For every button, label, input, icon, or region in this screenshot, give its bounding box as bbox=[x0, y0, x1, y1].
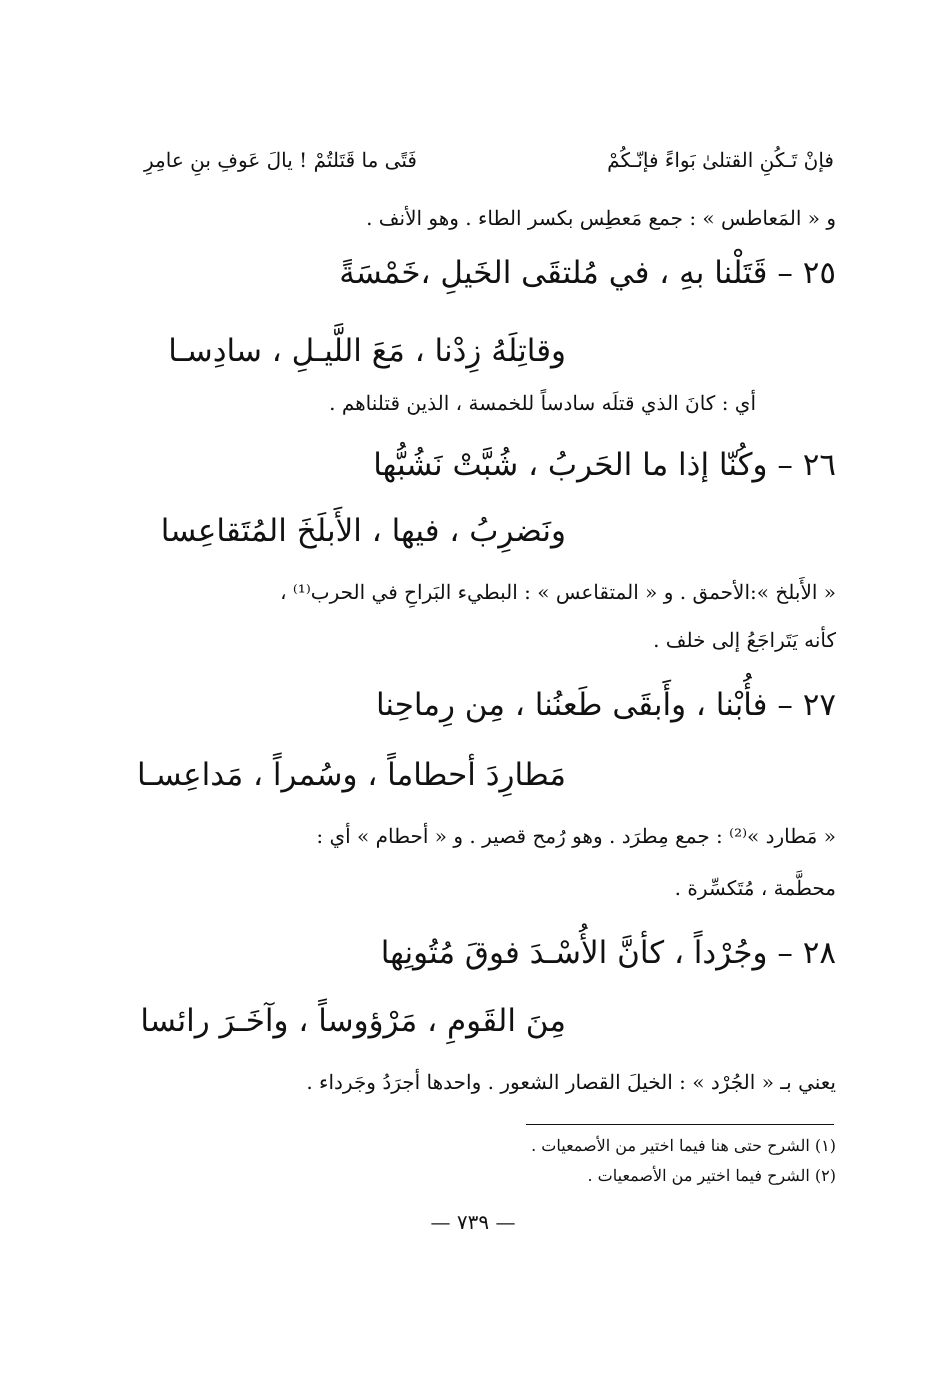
page-number: — ٧٣٩ — bbox=[430, 1210, 516, 1234]
verse-28-comment: يعني بـ « الجُرْد » : الخيلَ القصار الشعور . واحدها أجرَدُ وجَرداء . bbox=[306, 1070, 836, 1094]
verse-25-line-1: ٢٥ – قَتَلْنا بهِ ، في مُلتقَى الخَيلِ ،خَمْسَةً bbox=[339, 255, 836, 291]
footnote-1: (١) الشرح حتى هنا فيما اختير من الأصمعيات . bbox=[531, 1136, 836, 1155]
top-verse bbox=[144, 150, 834, 170]
footnote-rule bbox=[526, 1124, 834, 1125]
top-verse-hemistich-left: فَتًى ما قَتَلتُمْ ! يالَ عَوفِ بنِ عامِرِ bbox=[144, 148, 417, 172]
verse-text: قَتَلْنا بهِ ، في مُلتقَى الخَيلِ ،خَمْسَةً bbox=[339, 255, 768, 291]
verse-26-line-1: ٢٦ – وكُنّا إذا ما الحَربُ ، شُبَّتْ نَشُبُّها bbox=[373, 447, 836, 483]
verse-27-line-1: ٢٧ – فأُبْنا ، وأَبقَى طَعنُنا ، مِن رِماحِنا bbox=[375, 687, 836, 723]
footnote-2: (٢) الشرح فيما اختير من الأصمعيات . bbox=[587, 1166, 836, 1185]
verse-25-comment: أي : كانَ الذي قتلَه سادساً للخمسة ، الذين قتلناهم . bbox=[329, 391, 756, 415]
verse-text: فأُبْنا ، وأَبقَى طَعنُنا ، مِن رِماحِنا bbox=[375, 687, 768, 723]
verse-number: ٢٥ bbox=[802, 255, 836, 291]
verse-number: ٢٨ bbox=[802, 935, 836, 971]
verse-28-line-2: مِنَ القَومِ ، مَرْؤوساً ، وآخَـرَ رائسا bbox=[140, 1003, 566, 1039]
verse-27-comment-2: محطَّمة ، مُتَكسِّرة . bbox=[674, 876, 836, 900]
verse-26-comment-2: كأنه يَتَراجَعُ إلى خلف . bbox=[653, 628, 836, 652]
verse-text: وكُنّا إذا ما الحَربُ ، شُبَّتْ نَشُبُّها bbox=[373, 447, 768, 483]
verse-27-line-2: مَطارِدَ أحطاماً ، وسُمراً ، مَداعِسـا bbox=[137, 757, 566, 793]
verse-number: ٢٦ bbox=[802, 447, 836, 483]
verse-text: وجُرْداً ، كأنَّ الأُسْـدَ فوقَ مُتُونِها bbox=[380, 935, 768, 971]
verse-26-comment-1: « الأَبلخ »:الأحمق . و « المتقاعس » : البطيء البَراحِ في الحرب⁽¹⁾ ، bbox=[280, 580, 836, 604]
verse-26-line-2: ونَضرِبُ ، فيها ، الأَبلَخَ المُتَقاعِسا bbox=[160, 513, 566, 549]
verse-25-line-2: وقاتِلَهُ زِدْنا ، مَعَ اللَّيـلِ ، سادِسـا bbox=[168, 333, 566, 369]
top-comment: و « المَعاطس » : جمع مَعطِس بكسر الطاء . وهو الأنف . bbox=[366, 206, 836, 230]
verse-27-comment-1: « مَطارد »⁽²⁾ : جمع مِطرَد . وهو رُمح قصير . و « أحطام » أي : bbox=[316, 824, 836, 848]
verse-28-line-1: ٢٨ – وجُرْداً ، كأنَّ الأُسْـدَ فوقَ مُتُونِها bbox=[380, 935, 836, 971]
top-verse-hemistich-right: فإنْ تَـكُنِ القتلىٰ بَواءً فإنّـكُمْ bbox=[607, 148, 834, 172]
verse-number: ٢٧ bbox=[802, 687, 836, 723]
